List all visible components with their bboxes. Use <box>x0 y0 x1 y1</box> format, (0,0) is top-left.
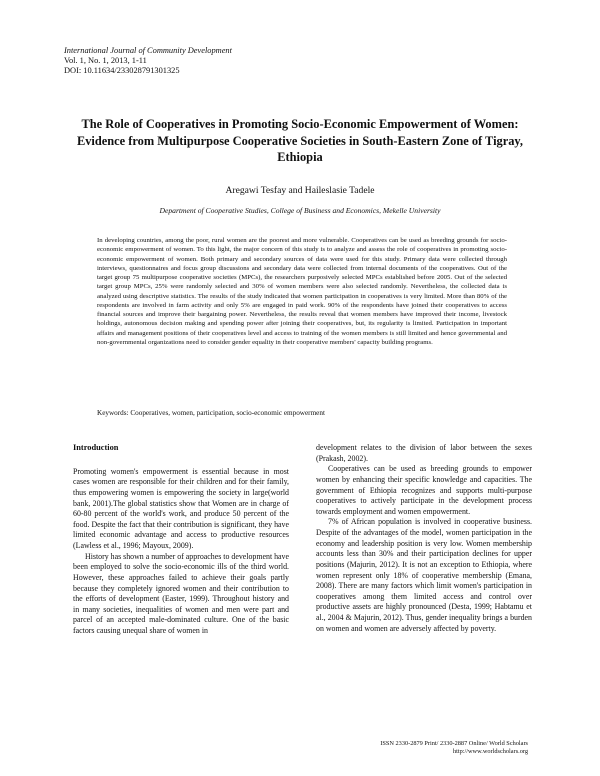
paragraph: Promoting women's empowerment is essential because in most cases women are responsible for their children and for their family, thus empowering women is empowering the society in large(world bank, 2001).The global statistics show that Women are in charge of 60-80 percent of the world's work, and produce 50 percent of the food. Despite the fact that their contribution is significant, they have limited economic advantage and access to productive resources (Lawless et al., 1996; Mayoux, 2009). <box>73 466 289 550</box>
footer-url[interactable]: http://www.worldscholars.org <box>452 748 528 756</box>
footer-issn: ISSN 2330-2879 Print/ 2330-2887 Online/ World Scholars <box>380 740 528 747</box>
page-footer <box>380 740 528 757</box>
section-heading: Introduction <box>73 443 119 452</box>
paragraph: 7% of African population is involved in cooperative business. Despite of the advantages of the model, women participation in the economy and leadership position is very low. Women membership accounts less than 30% and their participation declines for upper positions (Majurin, 2012). It is not an exception to Ethiopia, where women represent only 18% of cooperative membership (Emana, 2008). There are many factors which limit women's participation in cooperatives among them limited access and control over productive assets are highly pronounced (Desta, 1999; Habtamu et al., 2004 & Majurin, 2012). Thus, gender inequality brings a burden on women and women are adversely affected by poverty. <box>316 517 532 633</box>
paragraph: Cooperatives can be used as breeding grounds to empower women by enhancing their specific knowledge and capacities. The government of Ethiopia recognizes and supports multi-purpose cooperatives to actively participate in the development process towards employment and women empowerment. <box>316 464 532 516</box>
journal-doi: DOI: 10.11634/233028791301325 <box>64 66 180 76</box>
journal-name: International Journal of Community Development <box>64 46 232 55</box>
article-affiliation: Department of Cooperative Studies, College of Business and Economics, Mekelle University <box>159 206 441 215</box>
abstract: In developing countries, among the poor, rural women are the poorest and more vulnerable. Cooperatives can be used as breeding grounds for socio-economic empowerment of women. To this light, the major concern of this study is to analyze and assess the role of cooperatives in promoting socio-economic empowerment of women. Both primary and secondary sources of data were used for this study. Primary data were collected through interviews, questionnaires and focus group discussions and secondary data were collected from internal documents of the cooperatives. Out of the target group 75 multipurpose cooperative societies (MPCs), the researchers purposively selected MPCs established before 2005. Out of the selected target group MPCs, 25% were randomly selected and 30% of women members were also selected randomly. Nevertheless, the collected data is analyzed using descriptive statistics. The results of the study indicated that women participation in cooperatives is very limited. More than 80% of the respondents are involved in farm activity and only 5% are engaged in paid work. 90% of the respondents have joined their cooperatives to access financial sources and improve their bargaining power. Nevertheless, the results reveal that women members have improved their income, livestock holdings, autonomous decision making and spending power after joining their cooperatives, but, its regularity is limited. Participation in important affairs and management positions of their cooperatives level and access to training of the women members is still limited and hence governmental and non-governmental organizations need to consider gender equality in their cooperative members' capacity building programs. <box>97 237 507 346</box>
paragraph: development relates to the division of labor between the sexes (Prakash, 2002). <box>316 443 532 463</box>
left-column <box>73 443 289 637</box>
right-column <box>316 443 532 634</box>
article-authors: Aregawi Tesfay and Haileslasie Tadele <box>225 185 375 196</box>
journal-volume: Vol. 1, No. 1, 2013, 1-11 <box>64 56 147 66</box>
paragraph: History has shown a number of approaches to development have been employed to solve the socio-economic ills of the third world. However, these approaches failed to achieve their goals partly because they completely ignored women and their contribution to the efforts of development (Easter, 1999). Throughout history and in many societies, inequalities of women and men were part and parcel of an accepted male-dominated culture. One of the basic factors causing unequal share of women in <box>73 551 290 635</box>
journal-header <box>64 46 232 77</box>
keywords: Keywords: Cooperatives, women, participation, socio-economic empowerment <box>97 409 325 417</box>
article-title: The Role of Cooperatives in Promoting Socio-Economic Empowerment of Women: Evidence from Multipurpose Cooperative Societies in South-Eastern Zone of Tigray, Ethiopia <box>76 117 524 164</box>
